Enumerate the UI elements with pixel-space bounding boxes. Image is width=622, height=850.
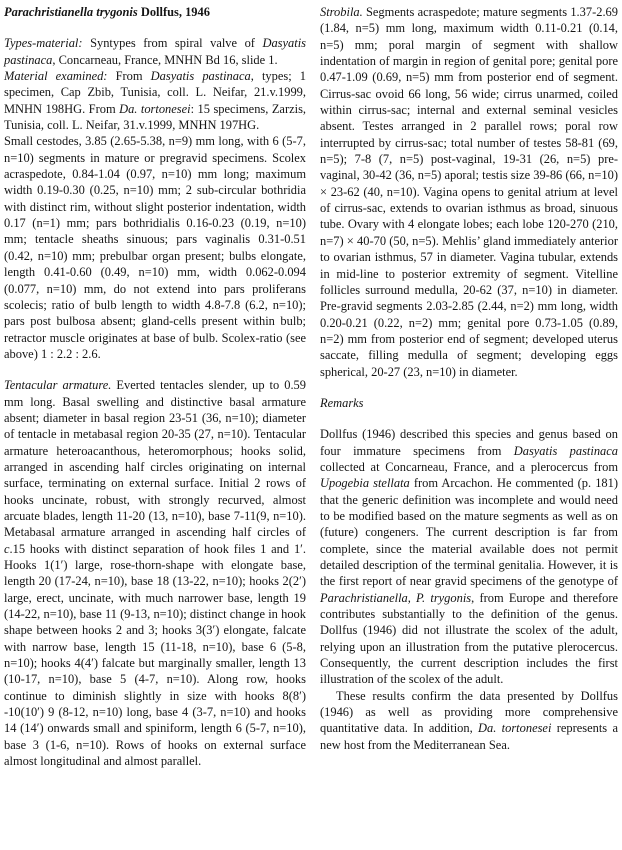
text-run: .15 hooks with distinct separation of hook files 1 and 1′. Hooks 1(1′) large, rose-thorn-shape with elongate base, length 20 (17-24, n=10), base 18 (13-22, n=10); hooks 2(2′) large, erect, uncinate, with much narrower base, length 19 (14-22, n=10), base 11 (9-13, n=10); distinct change in hook shape between hooks 2 and 3; hooks 3(3′) elongate, falcate with narrow base, length 15 (11-18, n=10), base 6 (5-8, n=10); hooks 4(4′) falcate but marginally smaller, length 13 (10-17, n=10), base 5 (4-7, n=10). Along row, hooks continue to diminish slightly in size with hooks 8(8′) -10(10′) 9 (8-12, n=10) long, base 4 (3-7, n=10) and hooks 14 (14′) onwards small and spiniform, length 6 (5-7, n=10), base 3 (1-6, n=10). Rows of hooks on external surface almost longitudinal and almost parallel. xyxy=(4,541,306,769)
text-run: Parachristianella, P. trygonis xyxy=(320,590,472,605)
text-run: Small cestodes, 3.85 (2.65-5.38, n=9) mm long, with 6 (5-7, n=10) segments in mature or pregravid specimens. Scolex acraspedote, 0.84-1.04 (0.97, n=10) mm long; maximum width 0.19-0.30 (0.25, n=10) mm; 2 sub-circular bothridia with distinct rim, without slight posterior indentation, width 0.17 (n=1) mm; pars bothridialis 0.16-0.23 (0.19, n=10) mm; tentacle sheaths sinuous; pars vaginalis 0.31-0.51 (0.42, n=10) mm; prebulbar organ present; bulbs elongate, length 0.41-0.60 (0.49, n=10) mm, width 0.062-0.094 (0.077, n=10) mm, do not extend into pars proliferans scolecis; ratio of bulb length to width 4.8-7.8 (6.2, n=10); pars post bulbosa absent; gland-cells present within bulb; retractor muscle originates at base of bulb. Scolex-ratio (see above) 1 : 2.2 : 2.6. xyxy=(4,134,306,361)
text-run: Everted tentacles slender, up to 0.59 mm long. Basal swelling and distinctive basal armature absent; diameter in basal region 23-51 (36, n=10); diameter of tentacle in metabasal region 20-35 (27, n=10). Tentacular armature heteroacanthous, heteromorphous; hooks solid, arranged in ascending half circles originating on internal surface, terminating on external surface. Initial 2 rows of hooks uncinate, robust, with strongly recurved, almost arcuate blades, length 11-20 (13, n=10), base 7-11(9, n=10). Metabasal armature arranged in ascending half circles of xyxy=(4,378,306,540)
material-examined-paragraph xyxy=(4,68,306,133)
text-run: Remarks xyxy=(320,395,364,410)
remarks-paragraph-1 xyxy=(320,426,618,688)
remarks-heading xyxy=(320,395,618,411)
text-run: Dollfus (1946) described this species and genus based on four immature specimens from xyxy=(320,427,618,458)
text-run: Dasyatis pastinaca xyxy=(4,36,306,67)
column-gutter xyxy=(306,4,320,850)
text-run: Da. tortonesei xyxy=(119,101,191,116)
text-run: : 15 specimens, Zarzis, Tunisia, coll. L. Neifar, 31.v.1999, MNHN 197HG. xyxy=(4,101,307,133)
text-run: Dasyatis pastinaca xyxy=(150,69,251,84)
species-heading xyxy=(4,4,306,20)
text-run: Dollfus, 1946 xyxy=(137,5,210,19)
text-run: These results confirm the data presented by Dollfus (1946) as well as providing more comprehensive quantitative data. In addition, xyxy=(320,688,618,736)
text-run: Tentacular armature. xyxy=(4,378,112,393)
text-run: collected at Concarneau, France, and a plerocercus from xyxy=(320,459,618,474)
text-run: Types-material: xyxy=(4,36,83,51)
scolex-description-paragraph xyxy=(4,133,306,362)
text-run: Da. tortonesei xyxy=(478,721,552,736)
text-run: Upogebia stellata xyxy=(320,476,410,491)
types-material-paragraph xyxy=(4,35,306,68)
left-column xyxy=(4,4,306,850)
text-run: Syntypes from spiral valve of xyxy=(82,36,263,51)
text-run: Dasyatis pastinaca xyxy=(513,443,618,458)
text-run: From xyxy=(107,69,151,84)
text-run: , types; 1 specimen, Cap Zbib, Tunisia, coll. L. Neifar, 21.v.1999, MNHN 198HG. From xyxy=(4,69,306,116)
text-run: Material examined: xyxy=(4,69,108,84)
text-run: c xyxy=(4,541,10,556)
text-run: Segments acraspedote; mature segments 1.37-2.69 (1.84, n=5) mm long, maximum width 0.11-0.21 (0.14, n=5) mm; poral margin of segment with shallow indentation of margin in region of genital pore; genital pore 0.47-1.09 (0.69, n=5) mm from posterior end of segment. Cirrus-sac ovoid 66 long, 56 wide; cirrus unarmed, coiled within cirrus-sac; internal and external seminal vesicles absent. Testes arranged in 2 parallel rows; poral row interrupted by cirrus-sac; total number of testes 58-81 (69, n=5); 7-8 (7, n=5) post-vaginal, 19-31 (26, n=5) pre-vaginal, 30-42 (36, n=5) aporal; testis size 39-86 (66, n=10) × 23-62 (40, n=10). Vagina opens to genital atrium at level of cirrus-sac, extends to ovarian isthmus as broad, sinuous tube. Ovary with 4 elongate lobes; each lobe 120-270 (210, n=7) × 40-70 (50, n=5). Mehlis’ gland immediately anterior to ovarian isthmus, 57 in diameter. Vagina tubular, extends in mid-line to posterior extremity of segment. Vitelline follicles surround medulla, 20-62 (37, n=10) in diameter. Pre-gravid segments 2.03-2.85 (2.44, n=2) mm long, width 0.20-0.21 (0.22, n=2) mm; genital pore 0.73-1.05 (0.89, n=2) mm from posterior end of segment; developed uterus saccate, filling medulla of segment; developing eggs spherical, 20-27 (23, n=10) in diameter. xyxy=(320,5,618,379)
right-column xyxy=(320,4,618,850)
text-run: , Concarneau, France, MNHN Bd 16, slide 1. xyxy=(52,52,278,67)
text-run: , from Europe and therefore contributes substantially to the definition of the genus. Dollfus (1946) did not illustrate the scolex of the adult, relying upon an illustration from the putative plerocercus. Consequently, the current description includes the first illustration of the scolex of the adult. xyxy=(320,590,618,687)
strobila-paragraph xyxy=(320,4,618,380)
remarks-paragraph-2 xyxy=(320,688,618,753)
tentacular-armature-paragraph xyxy=(4,377,306,769)
text-run: Strobila. xyxy=(320,5,363,19)
text-run: Parachristianella trygonis xyxy=(4,5,138,19)
text-run: from Arcachon. He commented (p. 181) that the generic definition was incomplete and would need to be modified based on the mature segments as well as on (future) congeners. The current description is far from complete, since the material available does not permit detailed description of the terminal genitalia. However, it is the first report of near gravid specimens of the genotype of xyxy=(320,476,619,589)
text-run: represents a new host from the Mediterranean Sea. xyxy=(320,721,618,752)
